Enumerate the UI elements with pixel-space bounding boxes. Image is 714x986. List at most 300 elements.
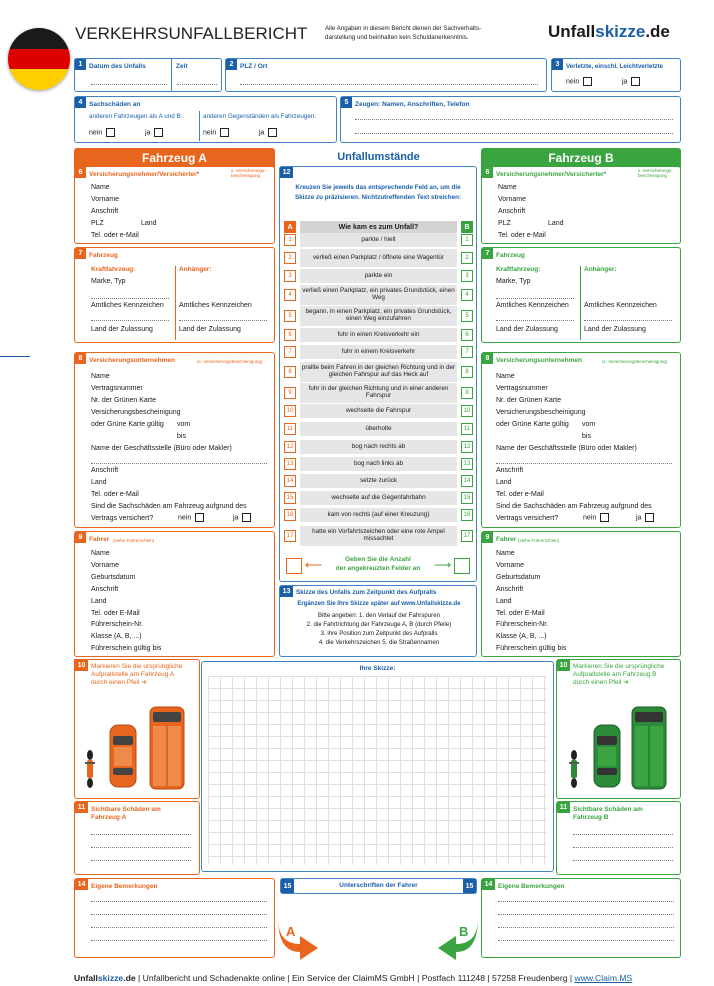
circumstance-text: fuhr in einen Kreisverkehr ein (300, 328, 457, 342)
section-number: 12 (280, 167, 293, 178)
section-number: 2 (226, 59, 237, 70)
circumstance-a-checkbox[interactable]: 1 (284, 234, 296, 246)
circumstance-a-checkbox[interactable]: 8 (284, 366, 296, 378)
section-number: 15 (463, 879, 476, 893)
column-a-header: A (284, 221, 296, 233)
zip-label: PLZ (91, 220, 104, 227)
vehicle-label: Fahrzeug (89, 252, 118, 259)
damage-field[interactable] (91, 847, 191, 848)
remarks-field[interactable] (91, 914, 267, 915)
circumstance-row (284, 306, 473, 326)
insured-yes-checkbox[interactable] (645, 513, 654, 522)
circumstance-row (284, 474, 473, 488)
no-label: nein (203, 129, 217, 137)
firstname-label: Vorname (498, 196, 527, 203)
header-note: Alle Angaben in diesem Bericht dienen der Sachverhalts- darstellung und beinhalten kein Schuldanerkenntnis. (325, 25, 482, 42)
vehicle-b-impact (556, 659, 681, 799)
section-number: 9 (75, 532, 86, 543)
circumstance-text: fuhr in der gleichen Richtung und in einer anderen Fahrspur (300, 383, 457, 403)
vehicle-a-header: Fahrzeug A (74, 148, 275, 168)
remarks-field[interactable] (498, 927, 674, 928)
driver-firstname-label: Vorname (496, 562, 525, 569)
circumstance-row (284, 422, 473, 436)
sketch-title: Skizze des Unfalls zum Zeitpunkt des Aufpralls (296, 589, 437, 596)
circumstance-row (284, 269, 473, 283)
driver-country-label: Land (91, 598, 107, 605)
arrow-left-icon: ⟵ (305, 558, 323, 572)
trailer-label: Anhänger: (179, 266, 212, 273)
vehicle-b-remarks (481, 878, 681, 958)
vehicles-no-checkbox[interactable] (106, 128, 115, 137)
circumstance-text: setzte zurück (300, 474, 457, 488)
trailer-plate-field[interactable] (179, 320, 267, 321)
remarks-field[interactable] (91, 940, 267, 941)
circumstance-a-checkbox[interactable]: 17 (284, 530, 296, 542)
circumstance-text: überholte (300, 422, 457, 436)
circumstance-row (284, 383, 473, 403)
name-label: Name (498, 184, 517, 191)
phone-label: Tel. oder e-Mail (498, 232, 546, 239)
birthdate-label: Geburtsdatum (496, 574, 541, 581)
sketch-area[interactable] (201, 661, 554, 872)
section-4-damage (74, 96, 337, 143)
vehicle-b-vehicle (481, 247, 681, 343)
section-1-date-time (74, 58, 222, 92)
section-number: 3 (552, 59, 563, 70)
damage-field[interactable] (91, 860, 191, 861)
count-a-box[interactable] (286, 558, 302, 574)
from-label: vom (177, 421, 191, 428)
vehicle-b-policyholder (481, 166, 681, 244)
circumstance-b-checkbox[interactable]: 15 (461, 492, 473, 504)
driver-name-label: Name (91, 550, 110, 557)
insurer-phone-label: Tel. oder e-Mail (496, 491, 544, 498)
circumstance-row (284, 233, 473, 247)
circumstance-b-checkbox[interactable]: 13 (461, 458, 473, 470)
damage-label: Fahrzeug B (573, 814, 609, 822)
circumstance-text: kam von rechts (auf einer Kreuzung) (300, 508, 457, 522)
objects-no-checkbox[interactable] (220, 128, 229, 137)
license-number-label: Führerschein-Nr. (496, 621, 549, 628)
insurer-phone-label: Tel. oder e-Mail (91, 491, 139, 498)
yes-label: ja (622, 78, 628, 86)
date-field[interactable] (91, 84, 167, 85)
contract-number-label: Vertragsnummer (91, 385, 143, 392)
impact-text: Markieren Sie die ursprüngliche (573, 663, 665, 670)
circumstance-text: prallte beim Fahren in der gleichen Richtung und in der gleichen Fahrspur auf das Heck auf (300, 362, 457, 382)
arrow-b-label: B (459, 924, 469, 939)
driver-name-label: Name (496, 550, 515, 557)
driver-note: (siehe Führerschein) (113, 538, 155, 543)
contract-number-label: Vertragsnummer (496, 385, 548, 392)
page-title: VERKEHRSUNFALLBERICHT (75, 24, 308, 43)
vehicles-yes-checkbox[interactable] (154, 128, 163, 137)
footer-text: | Unfallbericht und Schadenakte online | Ein Service der ClaimMS GmbH | Postfach 111248 | 57258 Freudenberg | (135, 973, 575, 983)
policyholder-note: s. Versicherungs-bescheinigung (638, 168, 673, 178)
footer-link[interactable]: www.Claim.MS (574, 973, 633, 983)
circumstance-text: verließ einen Parkplatz / öffnete eine Wagentür (300, 249, 457, 267)
circumstance-text: fuhr in einem Kreisverkehr (300, 345, 457, 359)
sketch-instruction-line: 4. die Verkehrszeichen 5. die Straßennamen (318, 639, 440, 647)
circumstance-b-checkbox[interactable]: 17 (461, 530, 473, 542)
section-5-witnesses (340, 96, 681, 143)
circumstance-a-checkbox[interactable]: 15 (284, 492, 296, 504)
german-flag-icon (8, 28, 70, 90)
policyholder-note: s. Versicherungs-bescheinigung (231, 168, 266, 178)
footer-brand: Unfall (74, 973, 98, 983)
circumstance-text: parkte / hielt (300, 233, 457, 247)
green-card-label: Nr. der Grünen Karte (496, 397, 561, 404)
count-text: Geben Sie die Anzahl (345, 556, 411, 563)
circumstance-text: bog nach rechts ab (300, 440, 457, 454)
circumstance-a-checkbox[interactable]: 4 (284, 289, 296, 301)
time-field[interactable] (177, 84, 217, 85)
damage-label: Sichtbare Schäden am (573, 806, 643, 813)
insurer-note: (s. Versicherungsbescheinigung) (197, 359, 263, 364)
instruction-text: Skizze zu präzisieren. Nichtzutreffenden Text streichen: (294, 193, 462, 201)
zip-label: PLZ (498, 220, 511, 227)
driver-country-label: Land (496, 598, 512, 605)
witnesses-field[interactable] (355, 133, 673, 134)
injured-no-checkbox[interactable] (583, 77, 592, 86)
vehicle-a-policyholder (74, 166, 275, 244)
circumstance-row (284, 328, 473, 342)
insurer-label: Versicherungsunternehmen (89, 357, 175, 364)
damage-objects-label: anderen Gegenständen als Fahrzeugen: (203, 113, 317, 120)
objects-yes-checkbox[interactable] (268, 128, 277, 137)
vehicle-a-driver (74, 531, 275, 657)
sketch-instructions (279, 585, 477, 657)
circumstance-row (284, 440, 473, 454)
circumstance-row (284, 345, 473, 359)
circumstance-a-checkbox[interactable]: 16 (284, 509, 296, 521)
circumstance-a-checkbox[interactable]: 6 (284, 329, 296, 341)
circumstance-b-checkbox[interactable]: 9 (461, 387, 473, 399)
side-tick (0, 356, 30, 357)
circumstance-a-checkbox[interactable]: 11 (284, 423, 296, 435)
trailer-registration-country-label: Land der Zulassung (584, 326, 646, 333)
sketch-grid[interactable] (208, 676, 547, 865)
circumstance-text: verließ einen Parkplatz, ein privates Grundstück, einen Weg (300, 285, 457, 305)
motorcycle-icon[interactable] (567, 750, 581, 788)
arrow-a-label: A (286, 924, 296, 939)
circumstance-b-checkbox[interactable]: 16 (461, 509, 473, 521)
contract-insured-label: Vertrags versichert? (496, 515, 559, 522)
section-number: 7 (75, 248, 86, 259)
column-b-header: B (461, 221, 473, 233)
remarks-field[interactable] (91, 927, 267, 928)
section-number: 13 (280, 586, 293, 597)
injured-yes-checkbox[interactable] (631, 77, 640, 86)
signatures-panel (280, 878, 477, 894)
driver-address-label: Anschrift (91, 586, 119, 593)
signatures-label: Unterschriften der Fahrer (339, 882, 418, 889)
section-number: 10 (75, 660, 88, 671)
footer-brand: skizze (97, 973, 124, 983)
circumstance-a-checkbox[interactable]: 2 (284, 252, 296, 264)
section-number: 14 (482, 879, 495, 890)
circumstance-text: begann, in einen Parkplatz, ein privates Grundstück, einen Weg einzufahren (300, 306, 457, 326)
location-field[interactable] (240, 84, 538, 85)
remarks-field[interactable] (91, 901, 267, 902)
damage-label: Sachschäden an (89, 101, 141, 108)
circumstance-b-checkbox[interactable]: 7 (461, 346, 473, 358)
section-number: 14 (75, 879, 88, 890)
impact-text: durch einen Pfeil (573, 679, 622, 687)
contract-insured-label: Vertrags versichert? (91, 515, 154, 522)
circumstance-a-checkbox[interactable]: 7 (284, 346, 296, 358)
yes-label: ja (145, 129, 151, 137)
no-label: nein (583, 514, 597, 522)
circumstance-a-checkbox[interactable]: 14 (284, 475, 296, 487)
insurer-note: (s. Versicherungsbescheinigung) (602, 359, 668, 364)
from-label: vom (582, 421, 596, 428)
no-label: nein (89, 129, 103, 137)
branch-label: Name der Geschäftsstelle (Büro oder Makler) (91, 445, 232, 452)
sketch-instruction-line: Bitte angeben: 1. den Verlauf der Fahrspuren (318, 612, 440, 619)
time-label: Zeit (176, 63, 188, 70)
section-number: 8 (75, 353, 86, 364)
until-label: bis (582, 433, 591, 440)
circumstance-a-checkbox[interactable]: 10 (284, 405, 296, 417)
motor-vehicle-label: Kraftfahrzeug: (496, 266, 541, 273)
arrow-right-icon: ➔ (141, 679, 147, 687)
instruction-text: Kreuzen Sie jeweils das entsprechende Feld an, um die (295, 184, 461, 191)
address-label: Anschrift (498, 208, 526, 215)
valid-label: oder Grüne Karte gültig (496, 421, 569, 428)
circumstance-b-checkbox[interactable]: 11 (461, 423, 473, 435)
circumstance-row (284, 362, 473, 382)
remarks-field[interactable] (498, 901, 674, 902)
yes-label: ja (233, 514, 239, 522)
circumstance-text: wechselte auf die Gegenfahrbahn (300, 491, 457, 505)
driver-phone-label: Tel. oder E-Mail (91, 610, 140, 617)
driver-note: (siehe Führerschein) (518, 538, 560, 543)
circumstance-text: parkte ein (300, 269, 457, 283)
insurer-address-label: Anschrift (91, 467, 119, 474)
insurer-label: Versicherungsunternehmen (496, 357, 582, 364)
van-icon[interactable] (149, 706, 185, 790)
circumstance-row (284, 526, 473, 546)
section-3-injured (551, 58, 681, 92)
section-number: 6 (482, 167, 493, 178)
sketch-instruction-line: 2. die Fahrtrichtung der Fahrzeuge A, B (durch Pfeile) (306, 621, 452, 629)
damage-label: Fahrzeug A (91, 814, 127, 822)
arrow-a-icon (276, 920, 320, 964)
count-b-box[interactable] (454, 558, 470, 574)
vehicle-b-visible-damage (556, 801, 681, 875)
driver-label: Fahrer (496, 536, 517, 543)
country-label: Land (141, 220, 157, 227)
name-label: Name (91, 184, 110, 191)
vehicle-label: Fahrzeug (496, 252, 525, 259)
circumstance-a-checkbox[interactable]: 3 (284, 270, 296, 282)
damage-field[interactable] (573, 847, 673, 848)
section-number: 8 (482, 353, 493, 364)
circumstance-text: hatte ein Vorfahrtszeichen oder eine rote Ampel missachtet (300, 526, 457, 546)
car-icon[interactable] (109, 724, 137, 788)
license-valid-label: Führerschein gültig bis (91, 645, 162, 652)
certificate-label: Versicherungsbescheinigung (496, 409, 586, 416)
section-number: 4 (75, 97, 86, 108)
vehicle-a-insurance (74, 352, 275, 528)
trailer-label: Anhänger: (584, 266, 617, 273)
remarks-field[interactable] (498, 914, 674, 915)
green-card-label: Nr. der Grünen Karte (91, 397, 156, 404)
vehicle-a-remarks (74, 878, 275, 958)
section-number: 6 (75, 167, 86, 178)
plate-field[interactable] (91, 320, 169, 321)
vehicle-a-visible-damage (74, 801, 200, 875)
trailer-plate-field[interactable] (584, 320, 672, 321)
question-header: Wie kam es zum Unfall? (300, 221, 457, 233)
insured-no-checkbox[interactable] (600, 513, 609, 522)
license-class-label: Klasse (A, B, ...) (496, 633, 547, 640)
make-field[interactable] (91, 298, 169, 299)
brand-logo: Unfallskizze.de (548, 22, 670, 41)
injured-label: Verletzte, einschl. Leichtverletzte (566, 63, 663, 70)
impact-text: Aufprallstelle am Fahrzeug B (573, 671, 657, 679)
license-valid-label: Führerschein gültig bis (496, 645, 567, 652)
impact-text: Aufprallstelle am Fahrzeug A (91, 671, 175, 679)
sketch-area-label: Ihre Skizze: (359, 665, 396, 672)
phone-label: Tel. oder e-Mail (91, 232, 139, 239)
circumstance-b-checkbox[interactable]: 14 (461, 475, 473, 487)
circumstance-text: bog nach links ab (300, 457, 457, 471)
until-label: bis (177, 433, 186, 440)
circumstance-b-checkbox[interactable]: 5 (461, 310, 473, 322)
yes-label: ja (636, 514, 642, 522)
branch-field[interactable] (496, 463, 672, 464)
make-label: Marke, Typ (91, 278, 126, 285)
insured-yes-checkbox[interactable] (242, 513, 251, 522)
remarks-field[interactable] (498, 940, 674, 941)
damage-field[interactable] (91, 834, 191, 835)
circumstance-row (284, 249, 473, 267)
circumstance-b-checkbox[interactable]: 1 (461, 234, 473, 246)
circumstance-b-checkbox[interactable]: 6 (461, 329, 473, 341)
make-field[interactable] (496, 298, 574, 299)
circumstances-title: Unfallumstände (337, 151, 420, 163)
motor-vehicle-label: Kraftfahrzeug: (91, 266, 136, 273)
count-text: der angekreuzten Felder an (335, 565, 421, 573)
circumstance-b-checkbox[interactable]: 4 (461, 289, 473, 301)
insurer-address-label: Anschrift (496, 467, 524, 474)
certificate-label: Versicherungsbescheinigung (91, 409, 181, 416)
circumstance-b-checkbox[interactable]: 8 (461, 366, 473, 378)
damage-insured-question: Sind die Sachschäden am Fahrzeug aufgrund des (496, 503, 652, 510)
sketch-instruction-line: 3. ihre Position zum Zeitpunkt des Aufpralls (320, 630, 438, 638)
plate-label: Amtliches Kennzeichen (496, 302, 569, 309)
location-label: PLZ / Ort (240, 63, 268, 70)
section-number: 10 (557, 660, 570, 671)
damage-field[interactable] (573, 860, 673, 861)
insured-no-checkbox[interactable] (195, 513, 204, 522)
circumstance-row (284, 457, 473, 471)
plate-label: Amtliches Kennzeichen (91, 302, 164, 309)
section-2-location (225, 58, 547, 92)
vehicle-a-impact (74, 659, 200, 799)
policyholder-label: Versicherungsnehmer/Versicherter* (496, 171, 607, 178)
circumstance-a-checkbox[interactable]: 9 (284, 387, 296, 399)
motorcycle-icon[interactable] (83, 750, 97, 788)
circumstance-b-checkbox[interactable]: 12 (461, 441, 473, 453)
trailer-registration-country-label: Land der Zulassung (179, 326, 241, 333)
section-number: 15 (281, 879, 294, 893)
yes-label: ja (259, 129, 265, 137)
circumstance-text: wechselte die Fahrspur (300, 404, 457, 418)
birthdate-label: Geburtsdatum (91, 574, 136, 581)
vehicle-b-header: Fahrzeug B (481, 148, 681, 168)
circumstance-row (284, 508, 473, 522)
driver-phone-label: Tel. oder E-Mail (496, 610, 545, 617)
circumstance-b-checkbox[interactable]: 3 (461, 270, 473, 282)
circumstance-row (284, 285, 473, 305)
valid-label: oder Grüne Karte gültig (91, 421, 164, 428)
impact-text: Markieren Sie die ursprüngliche (91, 663, 183, 670)
driver-address-label: Anschrift (496, 586, 524, 593)
license-class-label: Klasse (A, B, ...) (91, 633, 142, 640)
branch-label: Name der Geschäftsstelle (Büro oder Makler) (496, 445, 637, 452)
trailer-plate-label: Amtliches Kennzeichen (584, 302, 657, 309)
insurer-country-label: Land (91, 479, 107, 486)
policyholder-label: Versicherungsnehmer/Versicherter* (89, 171, 200, 178)
van-icon[interactable] (631, 706, 667, 790)
damage-label: Sichtbare Schäden am (91, 806, 161, 813)
insurer-name-label: Name (496, 373, 515, 380)
circumstance-b-checkbox[interactable]: 2 (461, 252, 473, 264)
footer (74, 973, 632, 983)
insurer-country-label: Land (496, 479, 512, 486)
vehicle-a-vehicle (74, 247, 275, 343)
plate-field[interactable] (496, 320, 574, 321)
circumstance-row (284, 491, 473, 505)
circumstance-row (284, 404, 473, 418)
car-icon[interactable] (593, 724, 621, 788)
driver-label: Fahrer (89, 536, 110, 543)
witnesses-field[interactable] (355, 119, 673, 120)
circumstance-a-checkbox[interactable]: 13 (284, 458, 296, 470)
section-number: 9 (482, 532, 493, 543)
circumstance-a-checkbox[interactable]: 12 (284, 441, 296, 453)
registration-country-label: Land der Zulassung (91, 326, 153, 333)
vehicle-b-insurance (481, 352, 681, 528)
impact-text: durch einen Pfeil (91, 679, 140, 687)
branch-field[interactable] (91, 463, 267, 464)
section-number: 1 (75, 59, 86, 70)
damage-other-vehicles-label: anderen Fahrzeugen als A und B: (89, 113, 183, 120)
no-label: nein (566, 78, 580, 86)
license-number-label: Führerschein-Nr. (91, 621, 144, 628)
damage-insured-question: Sind die Sachschäden am Fahrzeug aufgrund des (91, 503, 247, 510)
remarks-label: Eigene Bemerkungen (498, 883, 565, 890)
footer-brand: .de (123, 973, 136, 983)
circumstance-b-checkbox[interactable]: 10 (461, 405, 473, 417)
arrow-right-icon: ➔ (623, 679, 629, 687)
damage-field[interactable] (573, 834, 673, 835)
address-label: Anschrift (91, 208, 119, 215)
vehicle-b-driver (481, 531, 681, 657)
firstname-label: Vorname (91, 196, 120, 203)
section-number: 5 (341, 97, 352, 108)
driver-firstname-label: Vorname (91, 562, 120, 569)
circumstance-a-checkbox[interactable]: 5 (284, 310, 296, 322)
witnesses-label: Zeugen: Namen, Anschriften, Telefon (355, 101, 470, 108)
insurer-name-label: Name (91, 373, 110, 380)
sketch-subtitle: Ergänzen Sie Ihre Skizze später auf www.Unfallskizze.de (297, 600, 461, 607)
section-number: 11 (75, 802, 88, 813)
remarks-label: Eigene Bemerkungen (91, 883, 158, 890)
